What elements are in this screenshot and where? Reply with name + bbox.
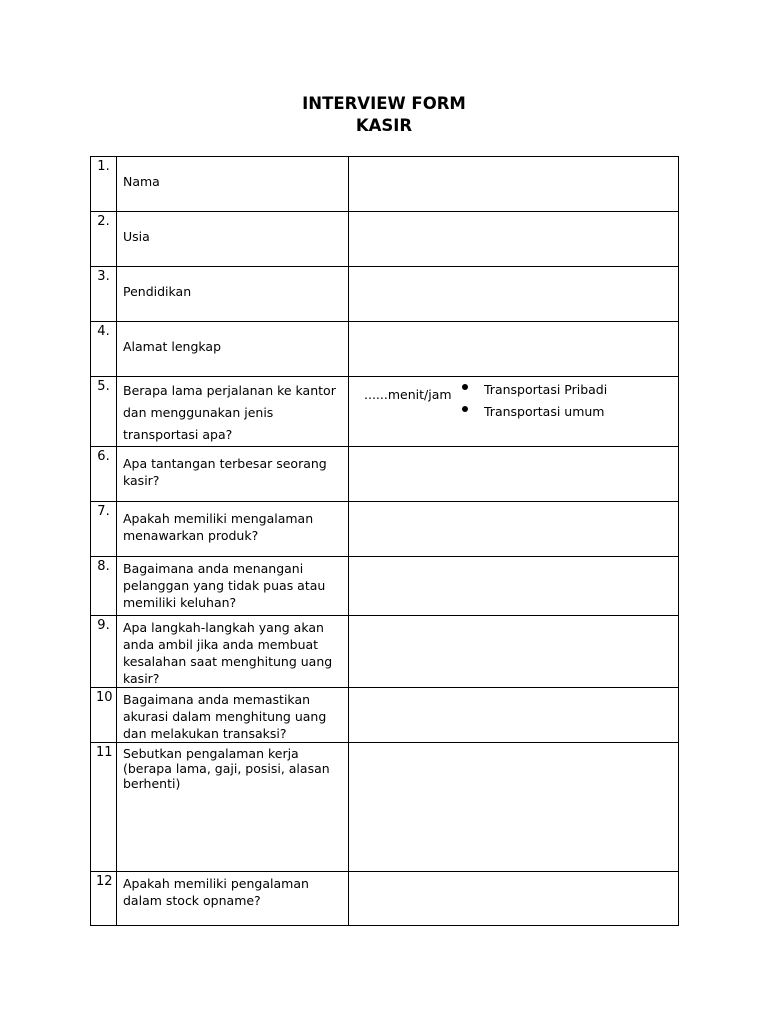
question-text: Apakah memiliki mengalaman menawarkan produk? [117, 502, 349, 557]
answer-cell[interactable] [349, 267, 679, 322]
row-number: 1. [91, 157, 117, 212]
bullet-icon [462, 384, 468, 390]
option-transportasi-umum[interactable] [459, 403, 607, 425]
row-number: 3. [91, 267, 117, 322]
question-text: Apa langkah-langkah yang akan anda ambil jika anda membuat kesalahan saat menghitung uang kasir? [117, 616, 349, 688]
table-row [91, 502, 679, 557]
row-number: 8. [91, 557, 117, 616]
form-title: INTERVIEW FORM [302, 94, 466, 113]
option-label: Transportasi umum [484, 404, 605, 419]
table-row [91, 267, 679, 322]
answer-cell[interactable] [349, 322, 679, 377]
table-row [91, 322, 679, 377]
answer-cell[interactable] [349, 502, 679, 557]
question-text: Berapa lama perjalanan ke kantor dan menggunakan jenis transportasi apa? [117, 377, 349, 447]
row-number: 9. [91, 616, 117, 688]
form-subtitle: KASIR [355, 116, 413, 135]
row-number: 2. [91, 212, 117, 267]
row-number: 6. [91, 447, 117, 502]
answer-cell[interactable] [349, 872, 679, 926]
answer-cell[interactable] [349, 377, 679, 447]
question-text: Bagaimana anda memastikan akurasi dalam menghitung uang dan melakukan transaksi? [117, 688, 349, 743]
table-row [91, 688, 679, 743]
interview-table [90, 156, 679, 926]
table-row [91, 616, 679, 688]
answer-cell[interactable] [349, 447, 679, 502]
answer-cell[interactable] [349, 212, 679, 267]
option-label: Transportasi Pribadi [484, 382, 608, 397]
question-text: Usia [117, 212, 349, 267]
question-text: Apakah memiliki pengalaman dalam stock opname? [117, 872, 349, 926]
bullet-icon [462, 406, 468, 412]
answer-cell[interactable] [349, 157, 679, 212]
answer-cell[interactable] [349, 557, 679, 616]
row-number: 7. [91, 502, 117, 557]
question-text: Bagaimana anda menangani pelanggan yang tidak puas atau memiliki keluhan? [117, 557, 349, 616]
answer-cell[interactable] [349, 688, 679, 743]
duration-blank[interactable]: ......menit/jam [364, 387, 452, 402]
question-text: Nama [117, 157, 349, 212]
table-row [91, 872, 679, 926]
table-row [91, 157, 679, 212]
table-row [91, 743, 679, 872]
transport-options [459, 381, 607, 425]
question-text: Apa tantangan terbesar seorang kasir? [117, 447, 349, 502]
row-number: 5. [91, 377, 117, 447]
question-text: Sebutkan pengalaman kerja (berapa lama, gaji, posisi, alasan berhenti) [117, 743, 349, 872]
row-number: 11 [91, 743, 117, 872]
table-row [91, 447, 679, 502]
answer-cell[interactable] [349, 616, 679, 688]
row-number: 10 [91, 688, 117, 743]
table-row [91, 212, 679, 267]
option-transportasi-pribadi[interactable] [459, 381, 607, 403]
question-text: Pendidikan [117, 267, 349, 322]
row-number: 12 [91, 872, 117, 926]
row-number: 4. [91, 322, 117, 377]
table-row [91, 557, 679, 616]
answer-cell[interactable] [349, 743, 679, 872]
question-text: Alamat lengkap [117, 322, 349, 377]
table-row [91, 377, 679, 447]
